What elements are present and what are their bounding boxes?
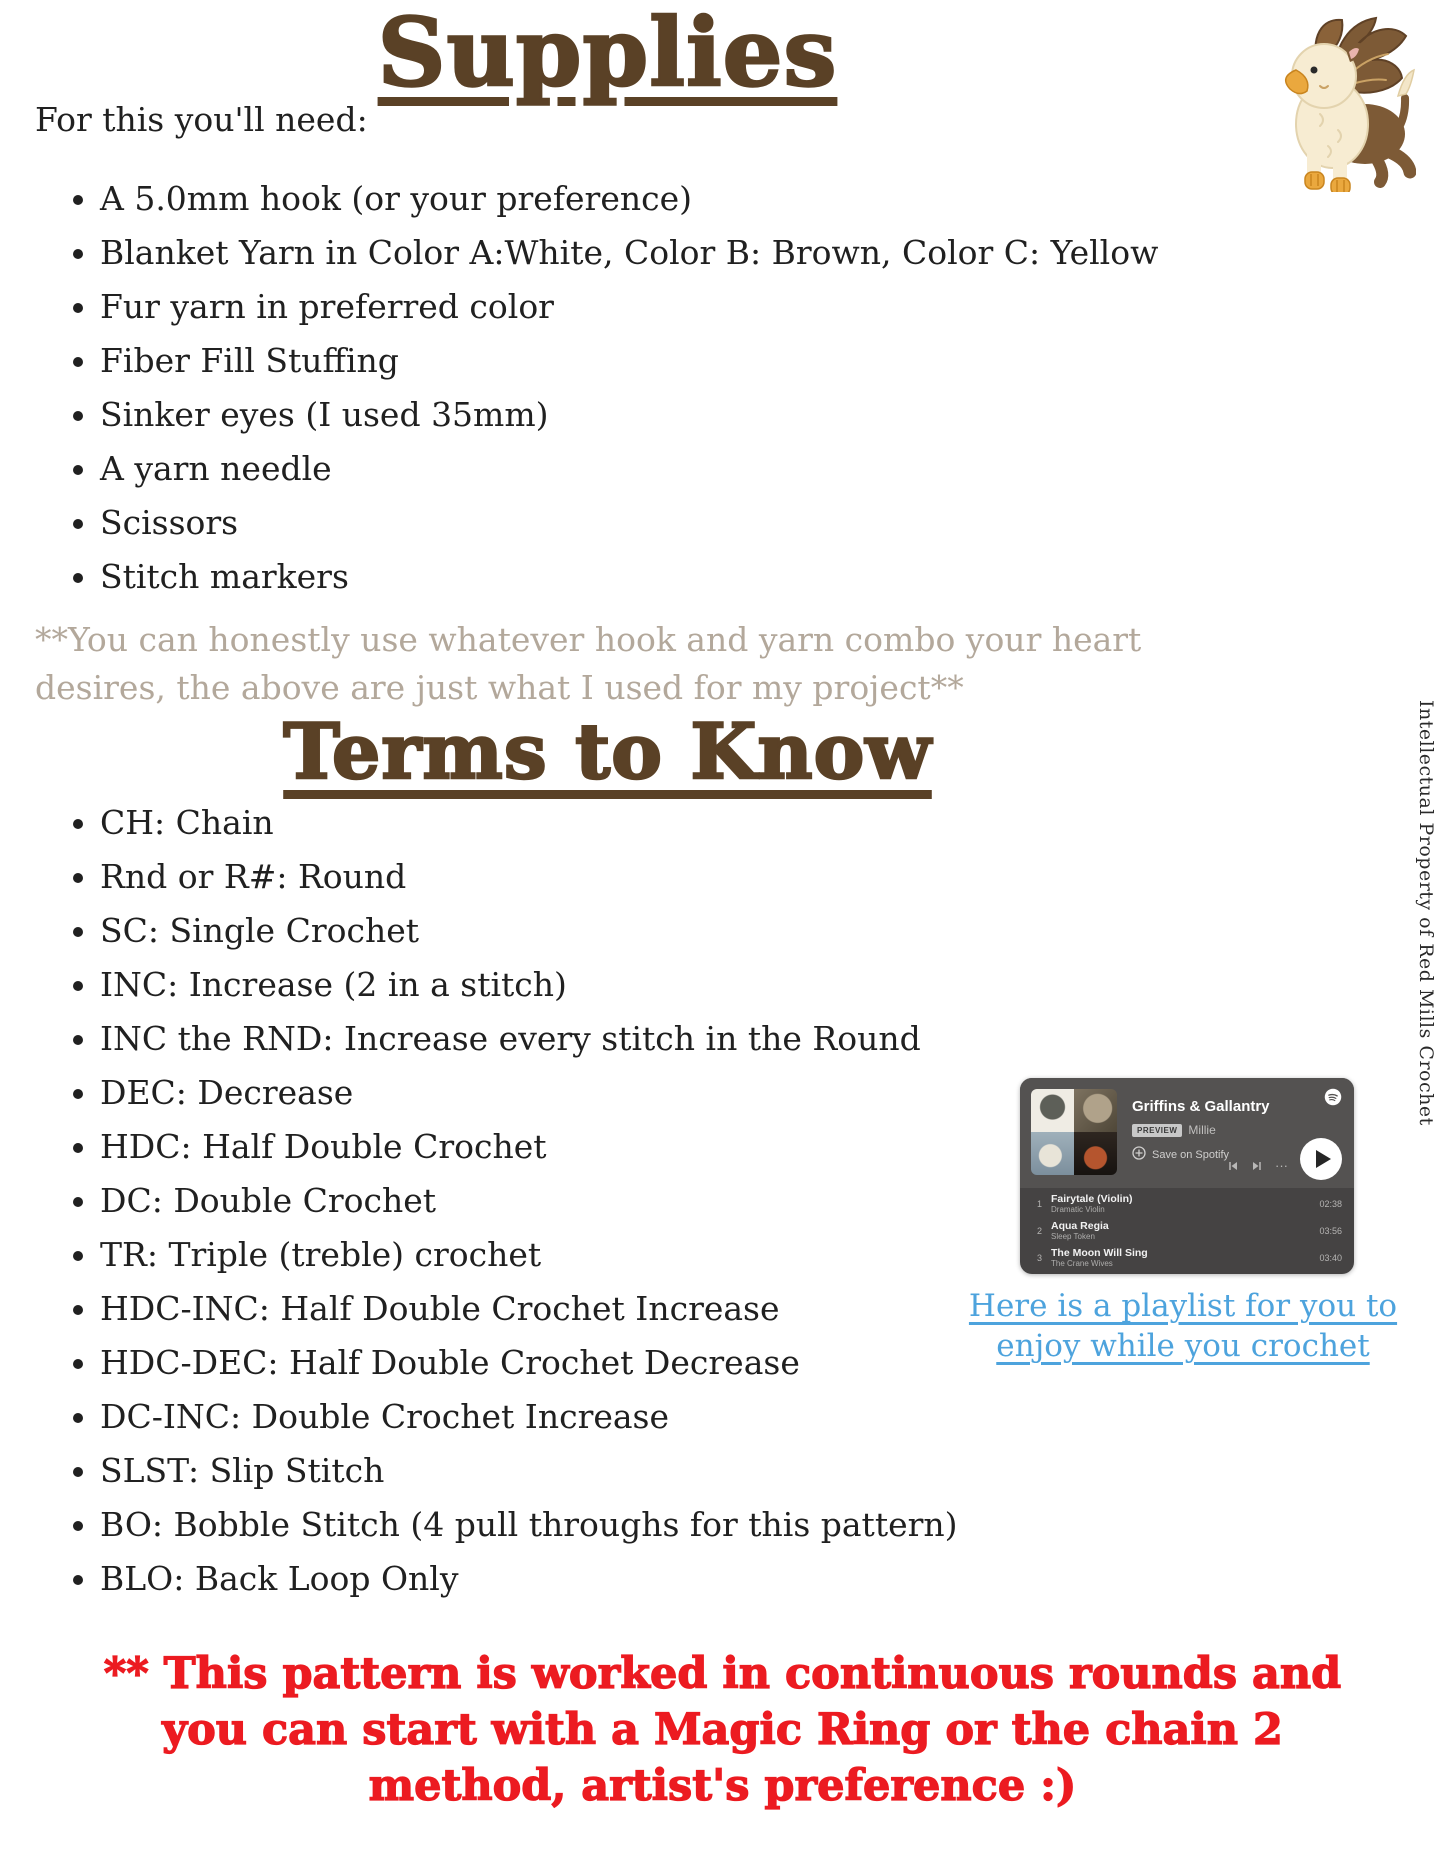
terms-list — [0, 796, 958, 1606]
watermark-text: Intellectual Property of Red Mills Crochet — [1415, 700, 1437, 1126]
term-item: • SC: Single Crochet — [100, 904, 958, 958]
track-row[interactable] — [1032, 1190, 1342, 1217]
track-title: Aqua Regia — [1051, 1219, 1109, 1232]
supplies-note: **You can honestly use whatever hook and yarn combo your heart desires, the above are just what I used for my project** — [35, 620, 1142, 707]
playlist-owner[interactable]: Millie — [1188, 1123, 1216, 1137]
supply-item: • Stitch markers — [100, 550, 1158, 604]
term-item: • HDC-DEC: Half Double Crochet Decrease — [100, 1336, 958, 1390]
term-item: • HDC-INC: Half Double Crochet Increase — [100, 1282, 958, 1336]
track-duration: 03:56 — [1319, 1225, 1342, 1236]
supply-item: • Sinker eyes (I used 35mm) — [100, 388, 1158, 442]
term-item: • Rnd or R#: Round — [100, 850, 958, 904]
track-duration: 03:40 — [1319, 1252, 1342, 1263]
supply-item: • Fur yarn in preferred color — [100, 280, 1158, 334]
supply-item: • Blanket Yarn in Color A:White, Color B: Brown, Color C: Yellow — [100, 226, 1158, 280]
term-item: • DEC: Decrease — [100, 1066, 958, 1120]
term-item: • HDC: Half Double Crochet — [100, 1120, 958, 1174]
griffin-icon — [1248, 6, 1416, 192]
play-icon — [1316, 1150, 1331, 1168]
spotify-logo-icon[interactable] — [1324, 1088, 1342, 1106]
album-art-cell — [1031, 1132, 1074, 1175]
supply-item: • Fiber Fill Stuffing — [100, 334, 1158, 388]
term-item: • CH: Chain — [100, 796, 958, 850]
previous-track-icon[interactable] — [1227, 1160, 1239, 1172]
album-art-cell — [1074, 1132, 1117, 1175]
supplies-intro: For this you'll need: — [35, 100, 368, 139]
save-label: Save on Spotify — [1152, 1148, 1230, 1161]
track-title: The Moon Will Sing — [1051, 1246, 1148, 1259]
term-item: • BO: Bobble Stitch (4 pull throughs for this pattern) — [100, 1498, 958, 1552]
supply-item: • Scissors — [100, 496, 1158, 550]
track-row[interactable] — [1032, 1244, 1342, 1271]
next-track-icon[interactable] — [1251, 1160, 1263, 1172]
playlist-link[interactable]: Here is a playlist for you to enjoy while you crochet — [968, 1288, 1398, 1364]
playlist-subtitle — [1132, 1123, 1216, 1137]
supplies-heading: Supplies — [377, 0, 838, 108]
track-title: Fairytale (Violin) — [1051, 1192, 1133, 1205]
spotify-embed-header — [1020, 1078, 1354, 1188]
save-plus-icon — [1132, 1146, 1146, 1163]
term-item: • INC the RND: Increase every stitch in the Round — [100, 1012, 958, 1066]
track-artist: The Crane Wives — [1051, 1258, 1113, 1268]
spotify-embed[interactable] — [1020, 1078, 1354, 1274]
pattern-footnote: ** This pattern is worked in continuous rounds and you can start with a Magic Ring or the chain 2 method, artist's preference :) — [103, 1649, 1342, 1811]
supply-item: • A yarn needle — [100, 442, 1158, 496]
supply-item: • A 5.0mm hook (or your preference) — [100, 172, 1158, 226]
supplies-list — [0, 172, 1158, 604]
term-item: • SLST: Slip Stitch — [100, 1444, 958, 1498]
player-controls — [1227, 1158, 1288, 1173]
track-number: 2 — [1036, 1225, 1042, 1236]
term-item: • DC-INC: Double Crochet Increase — [100, 1390, 958, 1444]
terms-heading: Terms to Know — [283, 707, 932, 796]
track-duration: 02:38 — [1319, 1198, 1342, 1209]
griffin-illustration — [1248, 6, 1416, 192]
track-number: 3 — [1036, 1252, 1042, 1263]
more-options-icon[interactable]: ··· — [1275, 1158, 1288, 1173]
term-item: • TR: Triple (treble) crochet — [100, 1228, 958, 1282]
track-list — [1020, 1190, 1354, 1270]
album-art-cell — [1031, 1089, 1074, 1132]
playlist-title[interactable]: Griffins & Gallantry — [1132, 1098, 1270, 1115]
album-art-cell — [1074, 1089, 1117, 1132]
term-item: • INC: Increase (2 in a stitch) — [100, 958, 958, 1012]
save-on-spotify-button[interactable] — [1132, 1146, 1229, 1163]
term-item: • DC: Double Crochet — [100, 1174, 958, 1228]
track-row[interactable] — [1032, 1217, 1342, 1244]
track-artist: Sleep Token — [1051, 1231, 1095, 1241]
play-button[interactable] — [1300, 1138, 1342, 1180]
track-artist: Dramatic Violin — [1051, 1204, 1105, 1214]
preview-badge: PREVIEW — [1132, 1124, 1182, 1137]
playlist-cover-art — [1031, 1089, 1117, 1175]
track-number: 1 — [1036, 1198, 1042, 1209]
term-item: • BLO: Back Loop Only — [100, 1552, 958, 1606]
